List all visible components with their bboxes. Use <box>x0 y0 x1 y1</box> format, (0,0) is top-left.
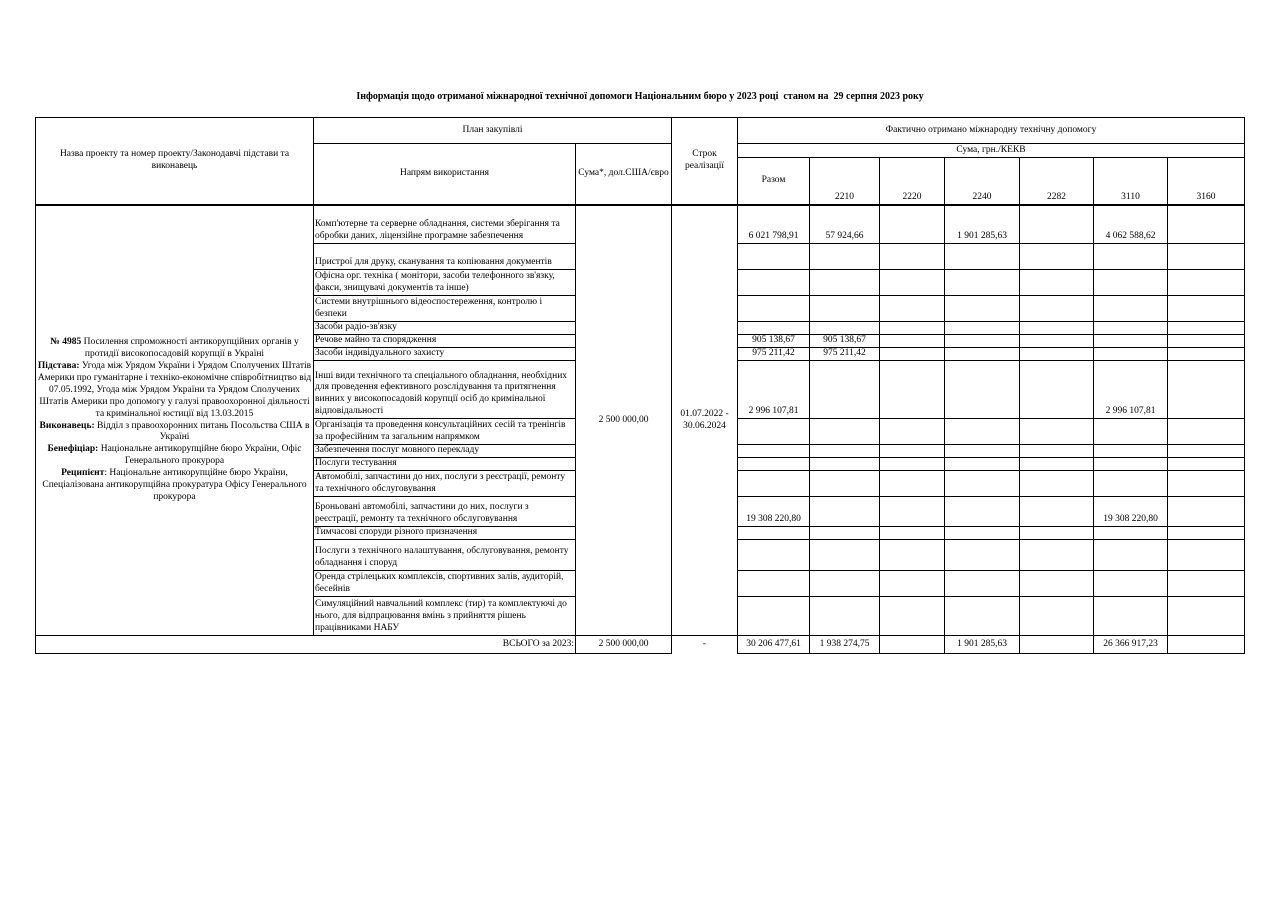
amount-cell-2220 <box>880 244 945 270</box>
amount-cell-2240 <box>945 361 1020 419</box>
amount-cell-2240 <box>945 458 1020 471</box>
totals-label: ВСЬОГО за 2023: <box>36 636 576 654</box>
header-code: 3110 <box>1094 158 1168 205</box>
direction-cell: Пристрої для друку, сканування та копіювання документів <box>314 244 576 270</box>
amount-cell-2220 <box>880 497 945 527</box>
direction-cell: Послуги тестування <box>314 458 576 471</box>
direction-cell: Забезпечення послуг мовного перекладу <box>314 445 576 458</box>
amount-cell-2240 <box>945 497 1020 527</box>
amount-cell-3160 <box>1168 471 1245 497</box>
amount-cell-2282 <box>1020 471 1094 497</box>
amount-cell-2240: 1 901 285,63 <box>945 206 1020 244</box>
amount-cell-2210 <box>810 322 880 335</box>
header-sum: Сума*, дол.США/євро <box>576 144 672 205</box>
amount-cell-2282 <box>1020 445 1094 458</box>
amount-cell-3110 <box>1094 348 1168 361</box>
document-title: Інформація щодо отриманої міжнародної технічної допомоги Національним бюро у 2023 році станом на 29 серпня 2023 року <box>356 91 924 102</box>
amount-cell-3160 <box>1168 571 1245 597</box>
amount-cell-2220 <box>880 296 945 322</box>
amount-cell-2240 <box>945 322 1020 335</box>
amount-cell-2220 <box>880 471 945 497</box>
amount-cell-2220 <box>880 597 945 636</box>
header-project: Назва проекту та номер проекту/Законодавчі підстави та виконавець <box>36 118 314 205</box>
amount-cell-2282 <box>1020 296 1094 322</box>
direction-cell: Броньовані автомобілі, запчастини до них, послуги з реєстрації, ремонту та технічного обслуговування <box>314 497 576 527</box>
row-total-cell <box>738 540 810 571</box>
direction-cell: Засоби радіо-зв'язку <box>314 322 576 335</box>
amount-cell-3160 <box>1168 296 1245 322</box>
amount-cell-2210: 57 924,66 <box>810 206 880 244</box>
amount-cell-3160 <box>1168 419 1245 445</box>
amount-cell-2220 <box>880 335 945 348</box>
project-label: № 4985 <box>50 337 82 348</box>
direction-cell: Інші види технічного та спеціального обладнання, необхідних для проведення ефективного розслідування та притягнення винних у високопосадовій корупції осіб до кримінальної відповідальності <box>314 361 576 419</box>
header-plan: План закупівлі <box>314 118 672 144</box>
amount-cell-3110 <box>1094 244 1168 270</box>
amount-cell-3110: 19 308 220,80 <box>1094 497 1168 527</box>
direction-cell: Організація та проведення консультаційних сесій та тренінгів за професійним та загальним напрямком <box>314 419 576 445</box>
amount-cell-3160 <box>1168 458 1245 471</box>
amount-cell-2282 <box>1020 571 1094 597</box>
row-total-cell: 905 138,67 <box>738 335 810 348</box>
amount-cell-2220 <box>880 206 945 244</box>
direction-cell: Комп'ютерне та серверне обладнання, системи зберігання та обробки даних, ліцензійне програмне забезпечення <box>314 206 576 244</box>
amount-cell-3160 <box>1168 597 1245 636</box>
amount-cell-2282 <box>1020 419 1094 445</box>
row-total-cell: 975 211,42 <box>738 348 810 361</box>
amount-cell-2240 <box>945 571 1020 597</box>
amount-cell-3160 <box>1168 348 1245 361</box>
direction-cell: Симуляційний навчальний комплекс (тир) та комплектуючі до нього, для відпрацювання вмінь з прийняття рішень працівниками НАБУ <box>314 597 576 636</box>
amount-cell-2240 <box>945 270 1020 296</box>
direction-cell: Речове майно та спорядження <box>314 335 576 348</box>
amount-cell-2282 <box>1020 348 1094 361</box>
direction-cell: Тимчасові споруди різного призначення <box>314 527 576 540</box>
amount-cell-2210: 905 138,67 <box>810 335 880 348</box>
header-total: Разом <box>738 158 810 205</box>
amount-cell-2282 <box>1020 497 1094 527</box>
row-total-cell <box>738 527 810 540</box>
amount-cell-3110 <box>1094 445 1168 458</box>
row-total-cell <box>738 244 810 270</box>
amount-cell-2210 <box>810 296 880 322</box>
header-code: 2220 <box>880 158 945 205</box>
amount-cell-3110 <box>1094 597 1168 636</box>
amount-cell-2240 <box>945 348 1020 361</box>
row-total-cell <box>738 322 810 335</box>
header-direction: Напрям використання <box>314 144 576 205</box>
project-text: Відділ з правоохоронних питань Посольства США в Україні <box>94 420 310 443</box>
total-cell-2210: 1 938 274,75 <box>810 636 880 654</box>
amount-cell-2220 <box>880 361 945 419</box>
amount-cell-2240 <box>945 471 1020 497</box>
amount-cell-2240 <box>945 527 1020 540</box>
header-sum-uah: Сума, грн./КЕКВ <box>738 144 1245 158</box>
amount-cell-2220 <box>880 540 945 571</box>
amount-cell-2210 <box>810 445 880 458</box>
totals-term: - <box>672 636 738 654</box>
row-total-cell <box>738 471 810 497</box>
row-total-cell <box>738 419 810 445</box>
row-total-cell: 19 308 220,80 <box>738 497 810 527</box>
total-cell-2220 <box>880 636 945 654</box>
row-total-cell <box>738 296 810 322</box>
amount-cell-2240 <box>945 597 1020 636</box>
amount-cell-2240 <box>945 540 1020 571</box>
amount-cell-3110 <box>1094 419 1168 445</box>
amount-cell-2282 <box>1020 322 1094 335</box>
project-label: Бенефіціар: <box>47 444 99 455</box>
amount-cell-3110 <box>1094 540 1168 571</box>
totals-plan-sum: 2 500 000,00 <box>576 636 672 654</box>
amount-cell-2220 <box>880 571 945 597</box>
row-total-cell <box>738 597 810 636</box>
amount-cell-3110 <box>1094 270 1168 296</box>
amount-cell-2282 <box>1020 206 1094 244</box>
amount-cell-2210 <box>810 419 880 445</box>
header-code: 2240 <box>945 158 1020 205</box>
direction-cell: Оренда стрілецьких комплексів, спортивних залів, аудиторій, бесейнів <box>314 571 576 597</box>
amount-cell-3110 <box>1094 571 1168 597</box>
direction-cell: Послуги з технічного налаштування, обслуговування, ремонту обладнання і споруд <box>314 540 576 571</box>
project-description <box>36 206 314 636</box>
amount-cell-2210 <box>810 497 880 527</box>
row-total-cell: 2 996 107,81 <box>738 361 810 419</box>
total-cell-3110: 26 366 917,23 <box>1094 636 1168 654</box>
amount-cell-3110 <box>1094 335 1168 348</box>
amount-cell-3110 <box>1094 322 1168 335</box>
total-cell-3160 <box>1168 636 1245 654</box>
amount-cell-2210 <box>810 471 880 497</box>
plan-sum-cell: 2 500 000,00 <box>576 206 672 636</box>
amount-cell-2210 <box>810 244 880 270</box>
amount-cell-2220 <box>880 419 945 445</box>
amount-cell-2282 <box>1020 335 1094 348</box>
amount-cell-2210: 975 211,42 <box>810 348 880 361</box>
term-cell: 01.07.2022 - 30.06.2024 <box>672 206 738 636</box>
project-label: Реципієнт <box>61 468 105 478</box>
amount-cell-2210 <box>810 540 880 571</box>
direction-cell: Засоби індивідуального захисту <box>314 348 576 361</box>
grand-total-cell: 30 206 477,61 <box>738 636 810 654</box>
amount-cell-3110 <box>1094 458 1168 471</box>
amount-cell-2220 <box>880 270 945 296</box>
amount-cell-3110 <box>1094 471 1168 497</box>
amount-cell-2282 <box>1020 540 1094 571</box>
project-text: Угода між Урядом України і Урядом Сполучених Штатів Америки про гуманітарне і техніко-економічне співробітництво від 07.05.1992, Угода між Урядом України та Урядом Сполучених Штатів Америки про допомогу у галузі правоохоронної діяльності та кримінальної юстиції від 13.03.2015 <box>37 361 312 419</box>
amount-cell-2220 <box>880 445 945 458</box>
direction-cell: Офісна орг. техніка ( монітори, засоби телефонного зв'язку, факси, знищувачі документів та інше) <box>314 270 576 296</box>
project-text: Національне антикорупційне бюро України, Офіс Генерального прокурора <box>98 444 302 467</box>
header-term: Строк реалізації <box>672 118 738 205</box>
total-cell-2282 <box>1020 636 1094 654</box>
amount-cell-3110: 2 996 107,81 <box>1094 361 1168 419</box>
amount-cell-2210 <box>810 571 880 597</box>
row-total-cell <box>738 445 810 458</box>
amount-cell-3160 <box>1168 361 1245 419</box>
amount-cell-2220 <box>880 527 945 540</box>
total-cell-2240: 1 901 285,63 <box>945 636 1020 654</box>
amount-cell-2210 <box>810 597 880 636</box>
amount-cell-2240 <box>945 296 1020 322</box>
amount-cell-3110: 4 062 588,62 <box>1094 206 1168 244</box>
row-total-cell <box>738 270 810 296</box>
totals-row <box>36 636 1245 654</box>
amount-cell-2210 <box>810 361 880 419</box>
amount-cell-2282 <box>1020 270 1094 296</box>
amount-cell-2210 <box>810 527 880 540</box>
amount-cell-3160 <box>1168 335 1245 348</box>
project-label: Виконавець: <box>39 420 95 431</box>
amount-cell-3160 <box>1168 270 1245 296</box>
amount-cell-2220 <box>880 322 945 335</box>
amount-cell-3160 <box>1168 497 1245 527</box>
amount-cell-2210 <box>810 458 880 471</box>
project-text: Посилення спроможності антикорупційних органів у протидії високопосадовій корупції в Україні <box>81 337 299 360</box>
aid-table <box>35 117 1245 654</box>
direction-cell: Автомобілі, запчастини до них, послуги з реєстрації, ремонту та технічного обслуговування <box>314 471 576 497</box>
amount-cell-2240 <box>945 244 1020 270</box>
direction-cell: Системи внутрішнього відеоспостереження, контролю і безпеки <box>314 296 576 322</box>
amount-cell-2240 <box>945 419 1020 445</box>
header-code: 3160 <box>1168 158 1245 205</box>
amount-cell-2220 <box>880 458 945 471</box>
amount-cell-3160 <box>1168 206 1245 244</box>
amount-cell-3160 <box>1168 244 1245 270</box>
header-code: 2210 <box>810 158 880 205</box>
header-actual: Фактично отримано міжнародну технічну допомогу <box>738 118 1245 144</box>
amount-cell-2210 <box>810 270 880 296</box>
header-row-1 <box>36 118 1245 144</box>
project-label: Підстава: <box>37 361 80 372</box>
row-total-cell: 6 021 798,91 <box>738 206 810 244</box>
amount-cell-2282 <box>1020 597 1094 636</box>
amount-cell-3160 <box>1168 540 1245 571</box>
header-code: 2282 <box>1020 158 1094 205</box>
row-total-cell <box>738 571 810 597</box>
amount-cell-2240 <box>945 445 1020 458</box>
amount-cell-3160 <box>1168 445 1245 458</box>
amount-cell-3160 <box>1168 322 1245 335</box>
row-total-cell <box>738 458 810 471</box>
amount-cell-3110 <box>1094 527 1168 540</box>
amount-cell-2282 <box>1020 244 1094 270</box>
amount-cell-2282 <box>1020 458 1094 471</box>
amount-cell-2220 <box>880 348 945 361</box>
project-text: : Національне антикорупційне бюро України, Спеціалізована антикорупційна прокуратура Офісу Генерального прокурора <box>42 468 307 502</box>
amount-cell-2240 <box>945 335 1020 348</box>
table-row <box>36 206 1245 244</box>
amount-cell-3110 <box>1094 296 1168 322</box>
amount-cell-2282 <box>1020 527 1094 540</box>
amount-cell-2282 <box>1020 361 1094 419</box>
amount-cell-3160 <box>1168 527 1245 540</box>
